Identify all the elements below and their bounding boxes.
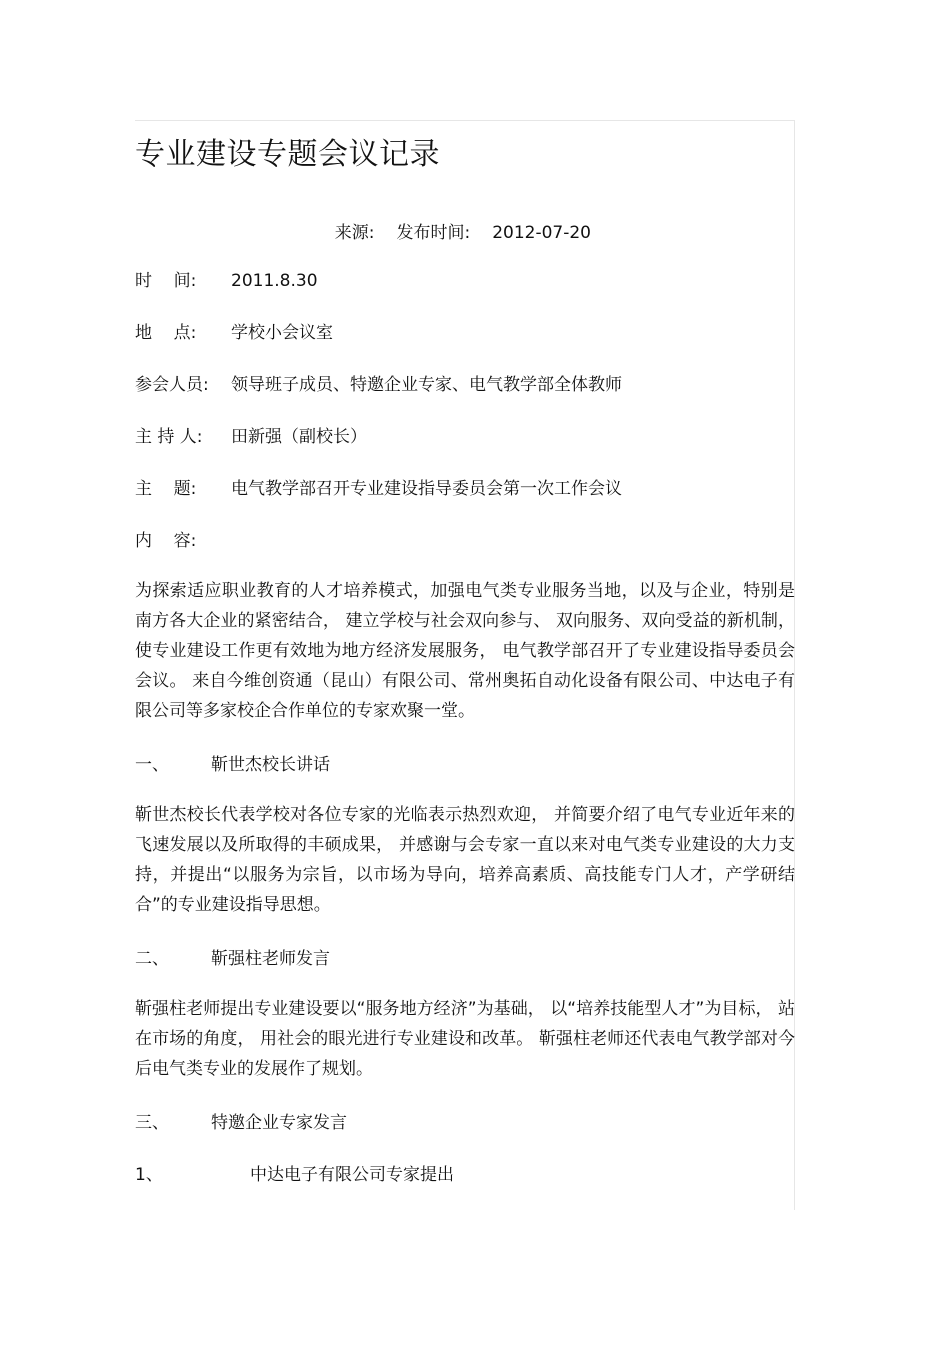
field-location: [135, 320, 795, 346]
field-label: 参会人员:: [135, 375, 209, 395]
section-number: 二、: [135, 949, 169, 969]
section-paragraph-2: 靳强柱老师提出专业建设要以“服务地方经济”为基础， 以“培养技能型人才”为目标， 站在市场的角度， 用社会的眼光进行专业建设和改革。 靳强柱老师还代表电气教学部对今后电气类专业的发展作了规划。: [135, 999, 795, 1079]
field-label: 主 题:: [135, 479, 197, 499]
field-value: 学校小会议室: [231, 323, 333, 343]
section-title: 特邀企业专家发言: [211, 1113, 347, 1133]
subsection-heading-1: [135, 1162, 795, 1188]
field-topic: [135, 476, 795, 502]
section-heading-1: [135, 752, 795, 778]
section-title: 靳强柱老师发言: [211, 949, 330, 969]
field-value: 2011.8.30: [231, 271, 318, 291]
publish-label: 发布时间:: [396, 223, 471, 243]
field-label: 时 间:: [135, 271, 197, 291]
section-number: 一、: [135, 755, 169, 775]
field-value: 领导班子成员、特邀企业专家、电气教学部全体教师: [231, 375, 622, 395]
section-number: 三、: [135, 1113, 169, 1133]
publish-meta: [135, 220, 795, 246]
source-label: 来源:: [334, 223, 375, 243]
document-body: [135, 132, 795, 1188]
section-title: 靳世杰校长讲话: [211, 755, 330, 775]
section-heading-2: [135, 946, 795, 972]
field-label: 地 点:: [135, 323, 197, 343]
intro-paragraph: 为探索适应职业教育的人才培养模式，加强电气类专业服务当地，以及与企业，特别是南方各大企业的紧密结合， 建立学校与社会双向参与、 双向服务、双向受益的新机制， 使专业建设工作更有效地为地方经济发展服务， 电气教学部召开了专业建设指导委员会会议。 来自今维创资通（昆山）有限公司、常州奥拓自动化设备有限公司、中达电子有限公司等多家校企合作单位的专家欢聚一堂。: [135, 581, 795, 721]
field-time: [135, 268, 795, 294]
field-label: 主 持 人:: [135, 427, 203, 447]
publish-date: 2012-07-20: [492, 223, 591, 243]
field-attendees: [135, 372, 795, 398]
page-title: 专业建设专题会议记录: [135, 137, 440, 172]
section-paragraph-1: 靳世杰校长代表学校对各位专家的光临表示热烈欢迎， 并简要介绍了电气专业近年来的飞速发展以及所取得的丰硕成果， 并感谢与会专家一直以来对电气类专业建设的大力支持，并提出“以服务为宗旨，以市场为导向，培养高素质、高技能专门人才，产学研结合”的专业建设指导思想。: [135, 805, 795, 915]
section-heading-3: [135, 1110, 795, 1136]
field-value: 田新强（副校长）: [231, 427, 367, 447]
field-label: 内 容:: [135, 531, 197, 551]
field-content: [135, 528, 795, 554]
subsection-title: 中达电子有限公司专家提出: [250, 1165, 454, 1185]
field-value: 电气教学部召开专业建设指导委员会第一次工作会议: [231, 479, 622, 499]
field-host: [135, 424, 795, 450]
subsection-number: 1、: [135, 1165, 163, 1185]
